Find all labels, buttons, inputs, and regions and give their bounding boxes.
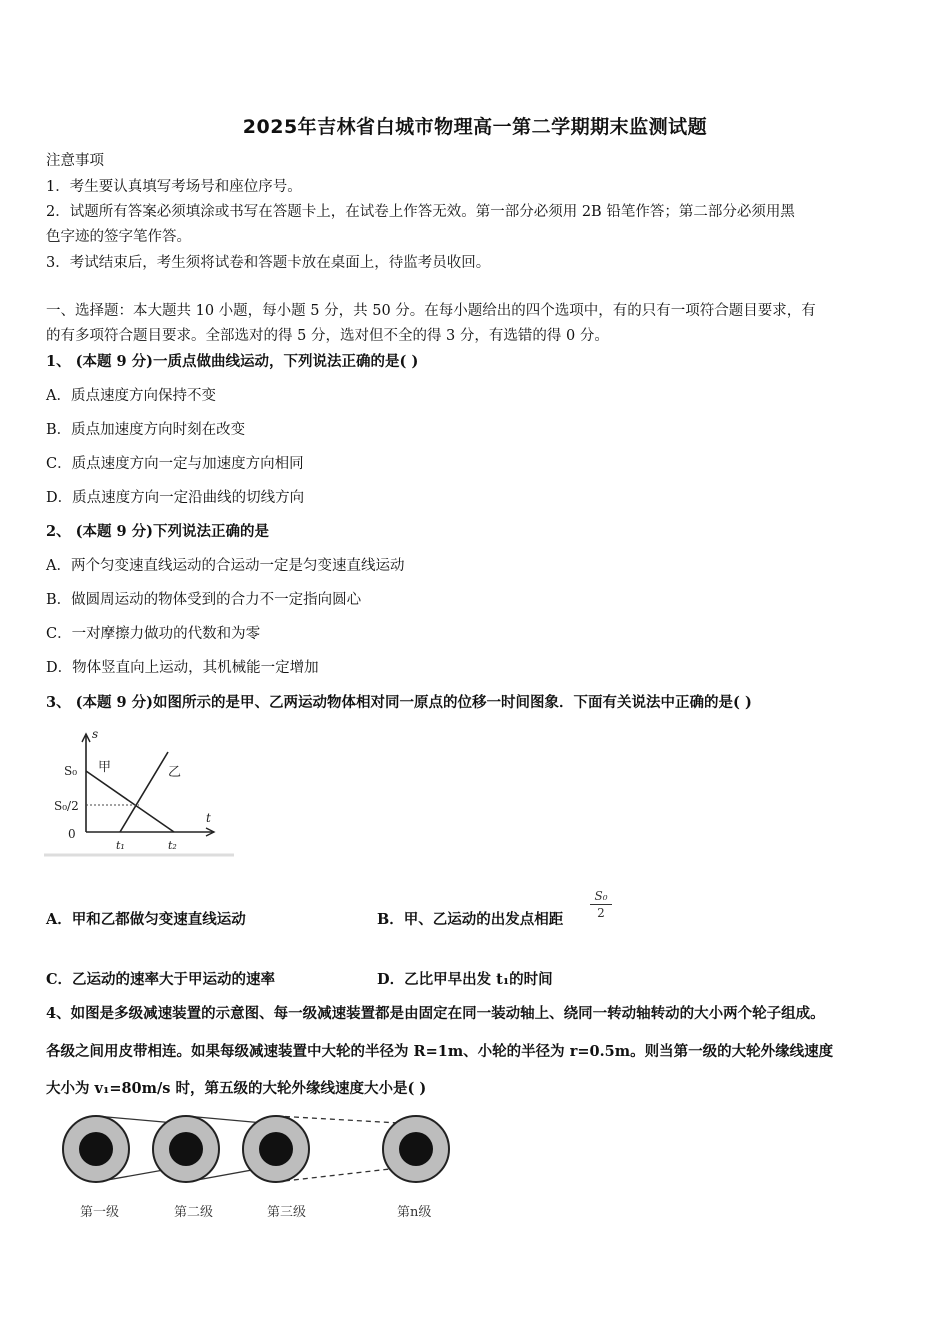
q3-option-b-fraction: [590, 888, 612, 921]
page-title: 2025年吉林省白城市物理高一第二学期期末监测试题: [242, 116, 708, 138]
wheel-stage-1: [63, 1116, 129, 1182]
q2-option-c: C．一对摩擦力做功的代数和为零: [46, 626, 261, 642]
origin-label: 0: [68, 827, 76, 841]
section-instructions-1: 一、选择题：本大题共 10 小题，每小题 5 分，共 50 分。在每小题给出的四个选项中，有的只有一项符合题目要求，有: [46, 303, 816, 319]
notice-heading: 注意事项: [46, 153, 104, 169]
q2-option-d: D．物体竖直向上运动，其机械能一定增加: [46, 660, 319, 676]
q4-line-3: 大小为 v₁=80m/s 时，第五级的大轮外缘线速度大小是( ): [46, 1080, 427, 1097]
q2-option-a: A．两个匀变速直线运动的合运动一定是匀变速直线运动: [46, 558, 405, 574]
q1-stem: 1、 (本题 9 分)一质点做曲线运动，下列说法正确的是( ): [46, 353, 419, 370]
stage-label-2: 第二级: [174, 1205, 214, 1220]
q2-stem: 2、 (本题 9 分)下列说法正确的是: [46, 523, 270, 540]
s0-half-label: S₀/2: [54, 799, 79, 813]
stage-label-n: 第n级: [397, 1205, 432, 1220]
q1-option-c: C．质点速度方向一定与加速度方向相同: [46, 456, 304, 472]
q4-line-1: 4、如图是多级减速装置的示意图、每一级减速装置都是由固定在同一装动轴上、绕同一转动轴转动的大小两个轮子组成。: [46, 1005, 825, 1022]
stage-label-3: 第三级: [267, 1205, 307, 1220]
wheel-stage-n: [383, 1116, 449, 1182]
section-instructions-2: 的有多项符合题目要求。全部选对的得 5 分，选对但不全的得 3 分，有选错的得 0 分。: [46, 328, 609, 344]
t-axis-label: t: [206, 811, 211, 825]
q4-line-2: 各级之间用皮带相连。如果每级减速装置中大轮的半径为 R=1m、小轮的半径为 r=0.5m。则当第一级的大轮外缘线速度: [46, 1043, 834, 1060]
q3-stem: 3、 (本题 9 分)如图所示的是甲、乙两运动物体相对同一原点的位移一时间图象．下面有关说法中正确的是( ): [46, 694, 752, 711]
t1-label: t₁: [116, 839, 125, 852]
fraction-numerator: S₀: [590, 888, 612, 905]
notice-item-2: 2．试题所有答案必须填涂或书写在答题卡上，在试卷上作答无效。第一部分必须用 2B 铅笔作答；第二部分必须用黑: [46, 204, 795, 220]
q3-option-d: D．乙比甲早出发 t₁的时间: [377, 971, 553, 988]
s0-label: S₀: [64, 764, 78, 778]
fraction-denominator: 2: [597, 906, 605, 920]
q1-option-b: B．质点加速度方向时刻在改变: [46, 422, 246, 438]
jia-label: 甲: [98, 760, 112, 775]
q3-displacement-time-graph: [44, 724, 236, 858]
wheel-stage-3: [243, 1116, 309, 1182]
q3-option-b: B．甲、乙运动的出发点相距: [377, 911, 564, 928]
wheel-stage-2: [153, 1116, 219, 1182]
q1-option-a: A．质点速度方向保持不变: [46, 388, 216, 404]
notice-item-1: 1．考生要认真填写考场号和座位序号。: [46, 179, 302, 195]
q3-option-a: A．甲和乙都做匀变速直线运动: [46, 911, 246, 928]
q2-option-b: B．做圆周运动的物体受到的合力不一定指向圆心: [46, 592, 362, 608]
stage-label-1: 第一级: [80, 1205, 120, 1220]
q3-option-c: C．乙运动的速率大于甲运动的速率: [46, 971, 276, 988]
yi-label: 乙: [168, 765, 182, 780]
t2-label: t₂: [168, 839, 177, 852]
q4-reduction-gear-diagram: [56, 1110, 466, 1230]
notice-item-2-cont: 色字迹的签字笔作答。: [46, 229, 191, 245]
q1-option-d: D．质点速度方向一定沿曲线的切线方向: [46, 490, 305, 506]
notice-item-3: 3．考试结束后，考生须将试卷和答题卡放在桌面上，待监考员收回。: [46, 255, 491, 271]
s-axis-label: s: [92, 727, 99, 741]
